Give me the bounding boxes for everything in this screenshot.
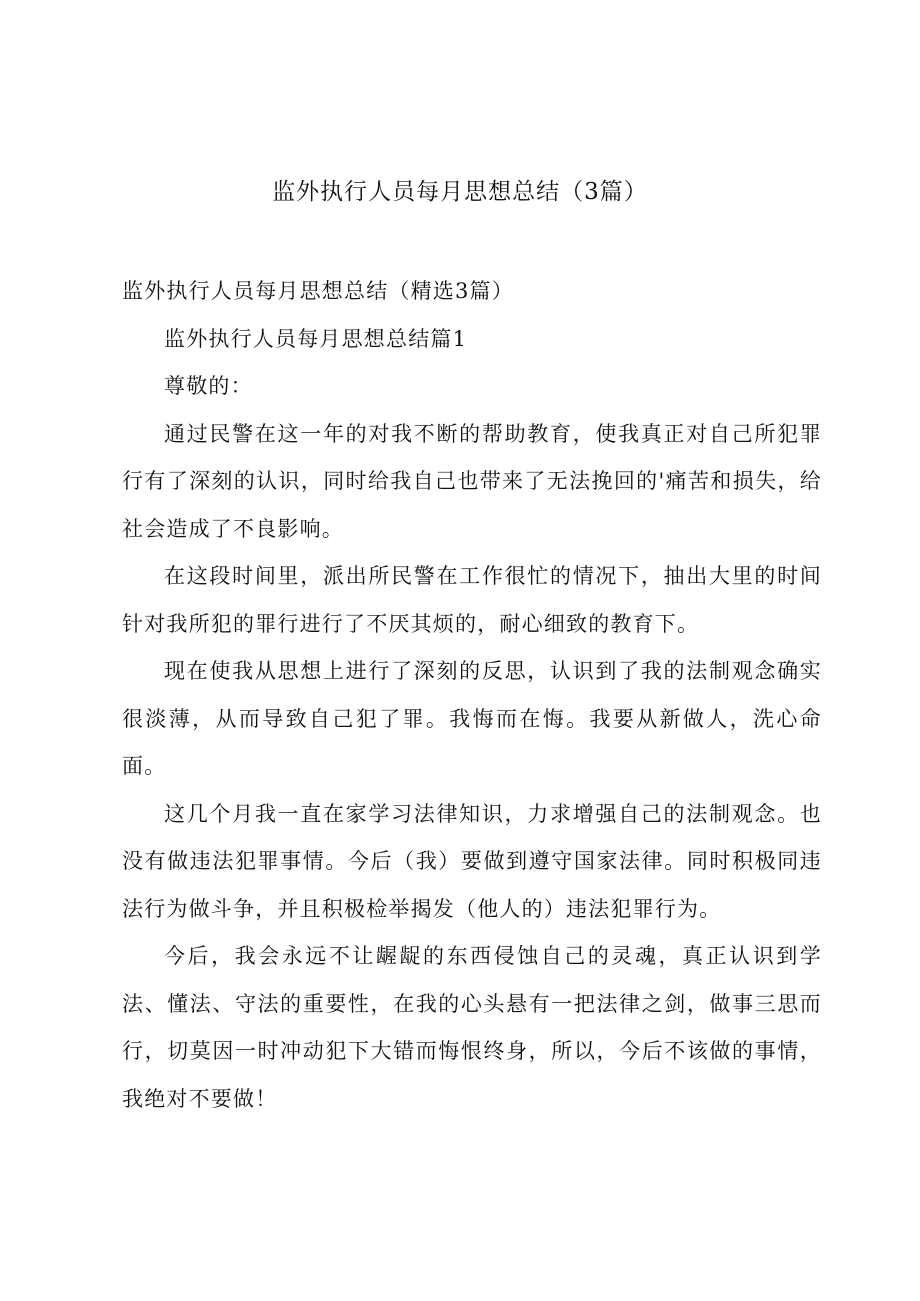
paragraph-5: 今后，我会永远不让龌龊的东西侵蚀自己的灵魂，真正认识到学法、懂法、守法的重要性，在我的心头悬有一把法律之剑，做事三思而行，切莫因一时冲动犯下大错而悔恨终身，所以，今后不该做的事情，我绝对不要做！ <box>122 944 822 1111</box>
paragraph-1: 通过民警在这一年的对我不断的帮助教育，使我真正对自己所犯罪行有了深刻的认识，同时给我自己也带来了无法挽回的'痛苦和损失，给社会造成了不良影响。 <box>122 421 822 541</box>
section-heading: 监外执行人员每月思想总结篇1 <box>164 326 468 351</box>
paragraph-2: 在这段时间里，派出所民警在工作很忙的情况下，抽出大里的时间针对我所犯的罪行进行了不厌其烦的，耐心细致的教育下。 <box>122 564 822 636</box>
document-body <box>122 268 822 1123</box>
paragraph-4: 这几个月我一直在家学习法律知识，力求增强自己的法制观念。也没有做违法犯罪事情。今后（我）要做到遵守国家法律。同时积极同违法行为做斗争，并且积极检举揭发（他人的）违法犯罪行为。 <box>122 801 822 921</box>
paragraph-3: 现在使我从思想上进行了深刻的反思，认识到了我的法制观念确实很淡薄，从而导致自己犯了罪。我悔而在悔。我要从新做人，洗心命面。 <box>122 659 822 778</box>
salutation: 尊敬的： <box>164 374 253 398</box>
document-subtitle: 监外执行人员每月思想总结（精选3篇） <box>122 279 514 303</box>
document-title: 监外执行人员每月思想总结（3篇） <box>272 179 648 205</box>
